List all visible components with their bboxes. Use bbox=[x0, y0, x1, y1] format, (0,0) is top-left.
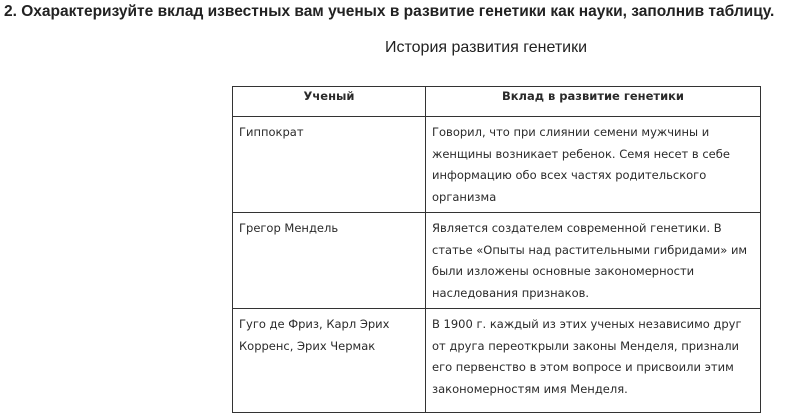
header-scientist: Ученый bbox=[233, 87, 426, 117]
table-title: История развития генетики bbox=[385, 39, 588, 56]
cell-scientist: Грегор Мендель bbox=[233, 213, 426, 309]
table-row bbox=[233, 309, 761, 413]
table-row bbox=[233, 213, 761, 309]
table-row bbox=[233, 117, 761, 213]
header-contribution: Вклад в развитие генетики bbox=[426, 87, 761, 117]
cell-scientist: Гиппократ bbox=[233, 117, 426, 213]
cell-contribution: Является создателем современной генетики. В статье «Опыты над растительными гибридами» им были изложены основные закономерности наследования признаков. bbox=[426, 213, 761, 309]
table-header-row bbox=[233, 87, 761, 117]
cell-scientist: Гуго де Фриз, Карл Эрих Корренс, Эрих Чермак bbox=[233, 309, 426, 413]
genetics-history-table bbox=[232, 86, 761, 413]
cell-contribution: Говорил, что при слиянии семени мужчины и женщины возникает ребенок. Семя несет в себе информацию обо всех частях родительского организма bbox=[426, 117, 761, 213]
task-heading: 2. Охарактеризуйте вклад известных вам ученых в развитие генетики как науки, заполнив таблицу. bbox=[4, 3, 775, 20]
cell-contribution: В 1900 г. каждый из этих ученых независимо друг от друга переоткрыли законы Менделя, признали его первенство в этом вопросе и присвоили этим закономерностям имя Менделя. bbox=[426, 309, 761, 413]
